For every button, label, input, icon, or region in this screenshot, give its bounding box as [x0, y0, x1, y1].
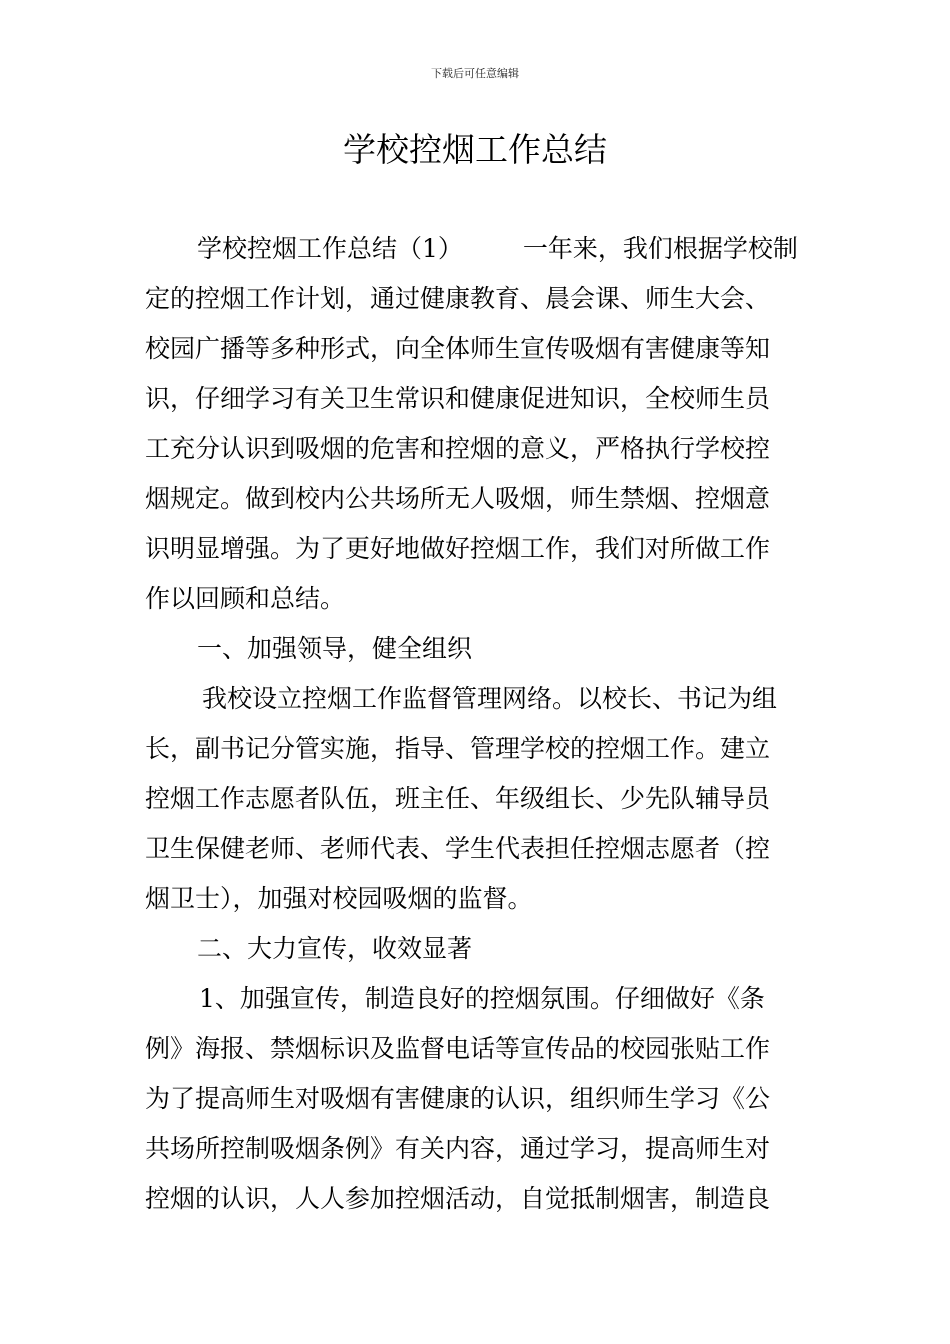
text-run: 一年来，我们根据学校制 — [522, 234, 798, 263]
text-line: 识，仔细学习有关卫生常识和健康促进知识，全校师生员 — [145, 384, 771, 413]
section-heading: 二、大力宣传，收效显著 — [197, 934, 473, 963]
text-line: 作以回顾和总结。 — [145, 584, 346, 613]
text-line: 我校设立控烟工作监督管理网络。以校长、书记为组 — [202, 684, 778, 713]
text-line: 共场所控制吸烟条例》有关内容，通过学习，提高师生对 — [145, 1134, 771, 1163]
document-body — [145, 224, 807, 1224]
text-line: 例》海报、禁烟标识及监督电话等宣传品的校园张贴工作 — [145, 1034, 771, 1063]
text-line: 控烟工作志愿者队伍，班主任、年级组长、少先队辅导员 — [145, 784, 771, 813]
document-title: 学校控烟工作总结 — [343, 130, 607, 169]
section-heading: 学校控烟工作总结（1） — [197, 234, 463, 263]
text-line: 定的控烟工作计划，通过健康教育、晨会课、师生大会、 — [145, 284, 771, 313]
text-line — [145, 224, 807, 274]
text-line: 烟规定。做到校内公共场所无人吸烟，师生禁烟、控烟意 — [145, 484, 771, 513]
text-line: 工充分认识到吸烟的危害和控烟的意义，严格执行学校控 — [145, 434, 771, 463]
text-line: 为了提高师生对吸烟有害健康的认识，组织师生学习《公 — [145, 1084, 771, 1113]
text-line: 1、加强宣传，制造良好的控烟氛围。仔细做好《条 — [199, 984, 765, 1013]
section-heading: 一、加强领导，健全组织 — [197, 634, 473, 663]
text-line: 识明显增强。为了更好地做好控烟工作，我们对所做工作 — [145, 534, 771, 563]
text-line: 卫生保健老师、老师代表、学生代表担任控烟志愿者（控 — [145, 834, 771, 863]
text-line: 校园广播等多种形式，向全体师生宣传吸烟有害健康等知 — [145, 334, 771, 363]
header-note: 下载后可任意编辑 — [431, 67, 519, 80]
text-line: 烟卫士），加强对校园吸烟的监督。 — [145, 884, 533, 913]
text-line: 控烟的认识，人人参加控烟活动，自觉抵制烟害，制造良 — [145, 1184, 771, 1213]
text-line: 长，副书记分管实施，指导、管理学校的控烟工作。建立 — [145, 734, 771, 763]
